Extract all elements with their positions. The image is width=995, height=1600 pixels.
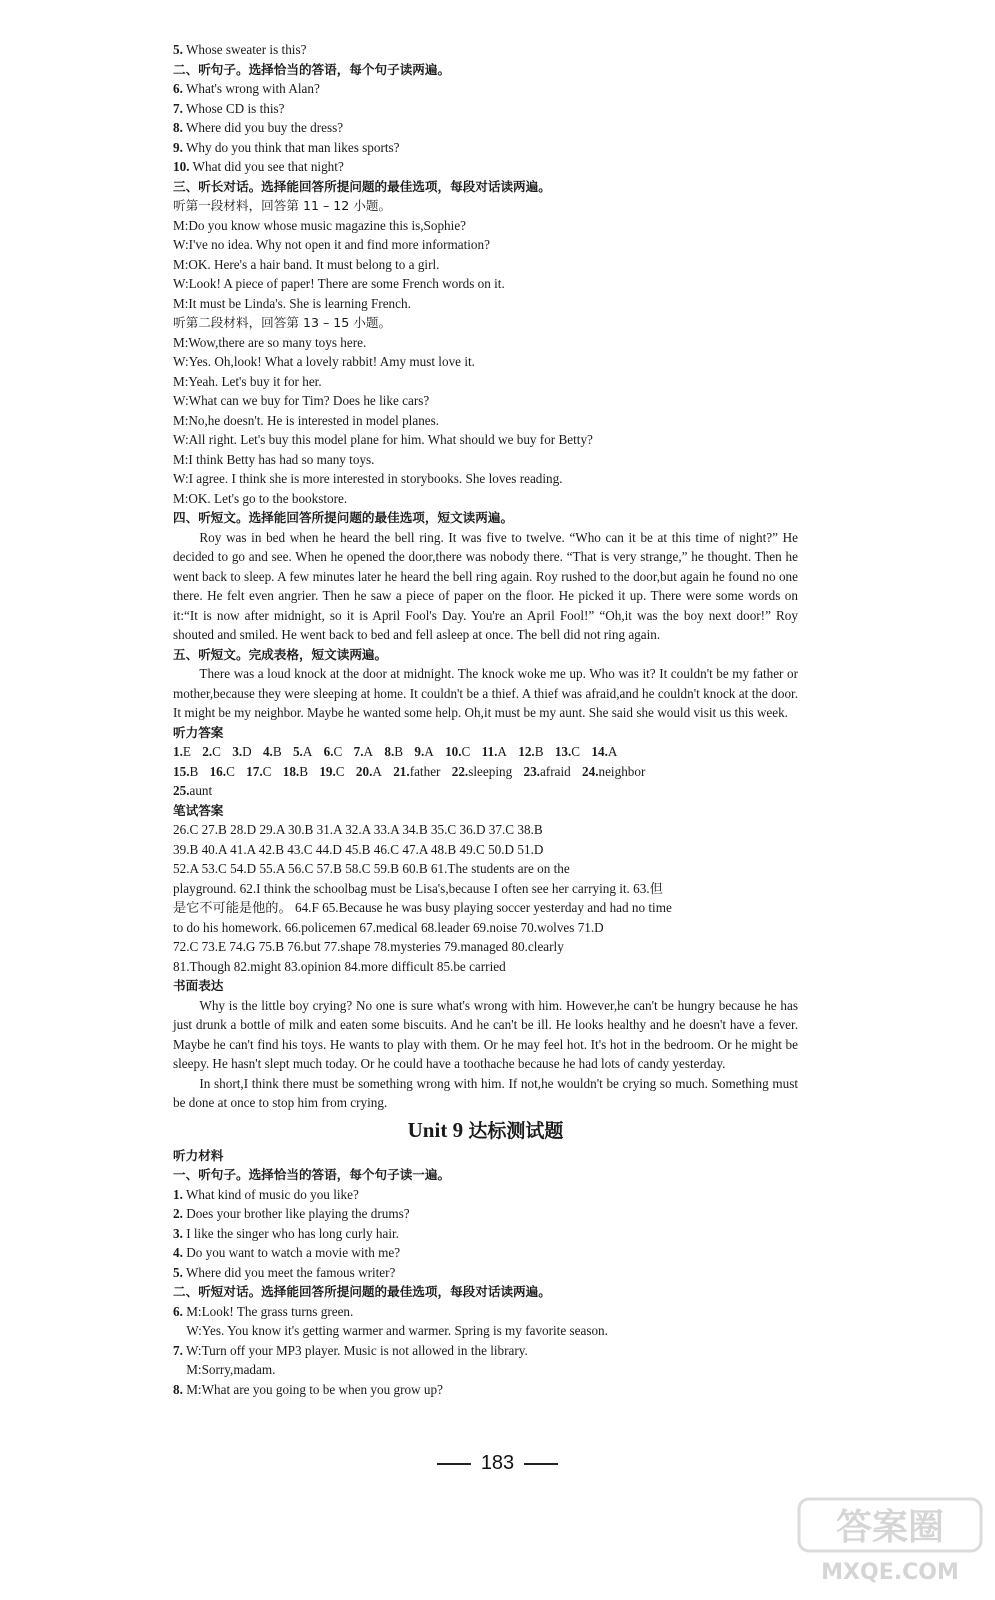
answer-row xyxy=(173,781,798,801)
answer: 12.B xyxy=(518,744,544,759)
answer: 14.A xyxy=(591,744,618,759)
writing-paragraph: Why is the little boy crying? No one is sure what's wrong with him. However,he can't be hungry because he has just drunk a bottle of milk and eaten some biscuits. And he can't be ill. He looks healthy and he doesn't have a fever. Maybe he can't find his toys. He wants to play with them. Or he may feel hot. It's hot in the bedroom. Or he might be sleepy. He hasn't slept much today. Or he could have a toothache because he had lots of candy yesterday. xyxy=(173,997,798,1071)
dialog-line: W:I've no idea. Why not open it and find more information? xyxy=(173,237,490,252)
answer: 17.C xyxy=(246,763,272,779)
answer: 20.A xyxy=(355,763,382,779)
unit-title-en: Unit 9 xyxy=(407,1117,464,1142)
section-heading: 四、听短文。选择能回答所提问题的最佳选项，短文读两遍。 xyxy=(173,510,514,525)
dialog-line: W:Yes. You know it's getting warmer and warmer. Spring is my favorite season. xyxy=(186,1323,608,1338)
listening-answers xyxy=(173,742,798,801)
question-line: 4. Do you want to watch a movie with me? xyxy=(173,1245,401,1260)
page-number xyxy=(0,1452,995,1475)
watermark-url: MXQE.COM xyxy=(821,1560,959,1585)
dialog-line: 8. M:What are you going to be when you grow up? xyxy=(173,1381,443,1397)
question-line: 6. What's wrong with Alan? xyxy=(173,81,320,96)
answer: 23.afraid xyxy=(523,763,571,779)
page-content xyxy=(173,40,798,1399)
answer: 18.B xyxy=(282,763,309,779)
unit-title-cn: 达标测试题 xyxy=(468,1119,564,1142)
written-answers xyxy=(173,820,798,976)
answer: 7.A xyxy=(353,744,374,759)
dialog-line: 6. M:Look! The grass turns green. xyxy=(173,1303,354,1319)
sub-heading: 听第二段材料，回答第 13 – 15 小题。 xyxy=(173,315,392,330)
dialog-line: M:Wow,there are so many toys here. xyxy=(173,334,367,350)
answer-line: 26.C 27.B 28.D 29.A 30.B 31.A 32.A 33.A 34.B 35.C 36.D 37.C 38.B xyxy=(173,822,543,837)
answer-line: 52.A 53.C 54.D 55.A 56.C 57.B 58.C 59.B 60.B 61.The students are on the xyxy=(173,861,570,876)
answer: 9.A xyxy=(414,744,434,759)
passage: Roy was in bed when he heard the bell ring. It was five to twelve. “Who can it be at this time of night?” He decided to go and see. When he opened the door,there was nobody there. “That is very strange,” he thought. Then he went back to sleep. A few minutes later he heard the bell ring again. Roy rushed to the door,but again he found no one there. He felt even angrier. Then he saw a piece of paper on the floor. He picked it up. There were some words on it:“It is now after midnight, so it is April Fool's Day. You're an April Fool!” “Oh,it was the boy next door!” Roy shouted and smiled. He went back to bed and fell asleep at once. The bell did not ring again. xyxy=(173,529,798,642)
dialog-1 xyxy=(173,216,798,314)
sec2-items xyxy=(173,79,798,177)
answer: 22.sleeping xyxy=(451,763,513,779)
dialog-line: M:Sorry,madam. xyxy=(186,1362,276,1377)
answer: 19.C xyxy=(319,763,345,779)
answer: 16.C xyxy=(209,763,235,779)
question-line: 8. Where did you buy the dress? xyxy=(173,120,344,135)
watermark-logo xyxy=(795,1493,985,1588)
section-heading: 二、听短对话。选择能回答所提问题的最佳选项，每段对话读两遍。 xyxy=(173,1284,551,1299)
writing-paragraph: In short,I think there must be something wrong with him. If not,he wouldn't be crying so much. Something must be done at once to stop him from crying. xyxy=(173,1075,798,1110)
answer: 11.A xyxy=(481,744,507,759)
dialog-line: W:Look! A piece of paper! There are some French words on it. xyxy=(173,276,505,291)
answer: 8.B xyxy=(384,744,404,759)
answer: 24.neighbor xyxy=(582,763,646,779)
passage: There was a loud knock at the door at midnight. The knock woke me up. Who was it? It couldn't be my father or mother,because they were sleeping at home. It couldn't be a thief. A thief was afraid,and he couldn't knock at the door. It might be my neighbor. Maybe he wanted some help. Oh,it must be my aunt. She said she would visit us this week. xyxy=(173,666,798,720)
section-heading: 五、听短文。完成表格，短文读两遍。 xyxy=(173,646,388,662)
section-heading: 二、听句子。选择恰当的答语，每个句子读两遍。 xyxy=(173,61,451,77)
dialog-line: M:I think Betty has had so many toys. xyxy=(173,451,375,467)
answer: 3.D xyxy=(232,744,252,759)
dialog-line: M:No,he doesn't. He is interested in model planes. xyxy=(173,412,440,428)
dialog-line: W:Yes. Oh,look! What a lovely rabbit! Amy must love it. xyxy=(173,354,475,369)
question-line: 3. I like the singer who has long curly hair. xyxy=(173,1225,399,1241)
u-sec1-items xyxy=(173,1185,798,1283)
question-line: 2. Does your brother like playing the drums? xyxy=(173,1206,410,1221)
question-line: 9. Why do you think that man likes sports? xyxy=(173,139,400,155)
dialog-line: M:Yeah. Let's buy it for her. xyxy=(173,373,322,389)
dialog-line: M:OK. Here's a hair band. It must belong to a girl. xyxy=(173,256,440,272)
dialog-line: 7. W:Turn off your MP3 player. Music is not allowed in the library. xyxy=(173,1342,528,1358)
sub-heading: 听第一段材料，回答第 11 – 12 小题。 xyxy=(173,198,392,213)
dialog-line: M:Do you know whose music magazine this is,Sophie? xyxy=(173,217,467,233)
dialog-2 xyxy=(173,333,798,509)
answers-heading: 听力答案 xyxy=(173,724,224,740)
answer-line: to do his homework. 66.policemen 67.medical 68.leader 69.noise 70.wolves 71.D xyxy=(173,919,604,935)
top-items xyxy=(173,40,798,60)
answer-line: 72.C 73.E 74.G 75.B 76.but 77.shape 78.mysteries 79.managed 80.clearly xyxy=(173,939,564,954)
answer: 5.A xyxy=(292,744,313,759)
dialog-line: W:All right. Let's buy this model plane for him. What should we buy for Betty? xyxy=(173,432,593,447)
answer-line: 81.Though 82.might 83.opinion 84.more difficult 85.be carried xyxy=(173,958,506,974)
answers-heading: 笔试答案 xyxy=(173,802,224,818)
page-number-dash-right xyxy=(524,1463,558,1465)
u-sec2-items xyxy=(173,1302,798,1400)
question-line: 5. Whose sweater is this? xyxy=(173,42,307,57)
question-line: 7. Whose CD is this? xyxy=(173,100,285,116)
unit-subheading: 听力材料 xyxy=(173,1147,224,1163)
page-number-text: 183 xyxy=(480,1452,515,1474)
question-line: 1. What kind of music do you like? xyxy=(173,1186,359,1202)
answer: 2.C xyxy=(202,744,221,759)
answer: 4.B xyxy=(262,744,282,759)
section-heading: 三、听长对话。选择能回答所提问题的最佳选项，每段对话读两遍。 xyxy=(173,178,551,194)
answer-line: 是它不可能是他的。 64.F 65.Because he was busy playing soccer yesterday and had no time xyxy=(173,900,672,915)
dialog-line: M:OK. Let's go to the bookstore. xyxy=(173,490,348,506)
page-number-dash-left xyxy=(437,1463,471,1465)
answer-row xyxy=(173,762,798,782)
section-heading: 一、听句子。选择恰当的答语，每个句子读一遍。 xyxy=(173,1167,451,1182)
answer: 25.aunt xyxy=(173,783,213,798)
question-line: 10. What did you see that night? xyxy=(173,159,344,174)
answer-line: 39.B 40.A 41.A 42.B 43.C 44.D 45.B 46.C 47.A 48.B 49.C 50.D 51.D xyxy=(173,841,544,857)
answer-line: playground. 62.I think the schoolbag must be Lisa's,because I often see her carrying it. 63.但 xyxy=(173,880,663,896)
dialog-line: W:I agree. I think she is more interested in storybooks. She loves reading. xyxy=(173,471,563,486)
answer: 13.C xyxy=(554,744,581,759)
answer: 1.E xyxy=(173,744,191,759)
answer: 21.father xyxy=(393,763,441,779)
answer-row xyxy=(173,742,798,762)
unit-title xyxy=(173,1115,798,1146)
dialog-line: M:It must be Linda's. She is learning French. xyxy=(173,295,411,311)
dialog-line: W:What can we buy for Tim? Does he like cars? xyxy=(173,393,430,408)
answer: 15.B xyxy=(173,763,199,779)
watermark-text: 答案圈 xyxy=(835,1507,945,1548)
answer: 6.C xyxy=(323,744,343,759)
writing-heading: 书面表达 xyxy=(173,978,224,993)
question-line: 5. Where did you meet the famous writer? xyxy=(173,1264,396,1280)
answer: 10.C xyxy=(445,744,471,759)
